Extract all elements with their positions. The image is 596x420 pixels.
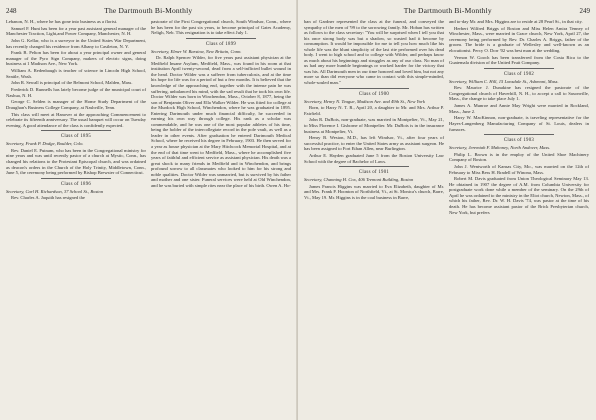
left-column-2 [151, 19, 291, 202]
class-heading: Class of 1902 [503, 71, 535, 77]
paragraph: James Francis Higgins was married to Eva Elizabeth, daughter of Mr. and Mrs. Frank P. Hoonton of Northfield, Vt., at St. Monica's church, Barre, Vt., May 19. Mr. Higgins is in the coal business in Barre, [304, 183, 444, 200]
paragraph: Lebanon, N. H., where he has gone into business as a florist. [6, 19, 118, 24]
page-number: 248 [6, 7, 17, 15]
divider [339, 166, 409, 167]
class-secretary: Secretary, Frank P. Dodge, Boulder, Colo. [6, 141, 84, 147]
paragraph: Rev. Charles A. Jaquith has resigned the [11, 195, 85, 201]
paragraph: Born, to Harry N. T. R., April 20, a daughter to Mr. and Mrs. Arthur P. Fairfield. [304, 105, 444, 116]
divider [484, 68, 554, 69]
right-column-1 [304, 19, 444, 216]
left-page-columns [6, 19, 292, 202]
class-secretary: Secretary, Henry N. Teague, Madison Ave. and 49th St., New York [304, 98, 425, 104]
paragraph: Frederick D. Runnells has lately become judge of the municipal court of Nashua, N. H. [6, 87, 146, 98]
class-heading: Class of 1900 [358, 91, 390, 97]
paragraph: Henry B. Weston, M.D., has left Windsor, Vt., after four years of successful practice, to enter the United States army as assistant surgeon. He has been assigned to Fort Ethan Allen, near Burlington. [304, 135, 444, 152]
class-heading: Class of 1895 [60, 134, 92, 140]
class-heading: Class of 1903 [503, 138, 535, 144]
running-head: The Dartmouth Bi-Monthly [104, 6, 193, 15]
paragraph: John G. Kellar, who is a surveyor in the United States War Department, has recently changed his residence from Albany to Castleton, N. Y. [6, 38, 146, 49]
paragraph: Frank B. Pelton has been for about a year principal owner and general manager of the Pyro Sign Company, makers of electric signs, doing business at 1 Madison Ave., New York. [6, 50, 146, 67]
paragraph: Rev. Daniel E. Putnam, who has been in the Congregational ministry for nine years and was until recently pastor of a church at Mystic, Conn., has changed his relations to the Protestant Episcopal church, and was ordained as deacon's orders in the Church of the Holy Trinity, Middletown, Conn., June 5, the ceremony being performed by Bishop Brewster of Connecticut. [6, 147, 146, 176]
paragraph: James A. Munroe and Annie May Wright were married in Rockland, Mass., June 2. [449, 103, 589, 114]
right-page [298, 0, 596, 420]
class-heading: Class of 1899 [205, 41, 237, 47]
divider [339, 88, 409, 89]
paragraph: and to-day Mr. and Mrs. Higgins are to reside at 28 Pearl St., in that city. [449, 19, 583, 24]
paragraph: Herbert Wilfred Briggs of Boston and Miss Helen Amira Tenney of Winchester, Mass., were married in Grace church, New York, April 27, the ceremony being performed by Rev. Dr. Charles A. Briggs, father of the groom. The bride is a graduate of Wellesley and well-known as an elocutionist. Percy O. Dorr '02 was best man at the wedding. [449, 25, 589, 53]
paragraph: Philip L. Brown is in the employ of the United Shoe Machinery Company of Boston. [449, 151, 589, 163]
paragraph: Dr. Ralph Spencer Wilder, for five years past assistant physician at the Medfield Insane Asylum, Medfield, Mass., was found in his room at that institution April twenty-second, dead from a self-inflicted bullet wound in the head. Doctor Wilder was a sufferer from tuberculosis, and at the time his hope for life was for a period of but a few months. It is believed that the knowledge of the approaching end, together with the intense pain he was suffering, unbalanced his mind, with the sad result that he took his own life. Doctor Wilder was born in Winchendon, Mass., October 8, 1877, being the son of Benjamin Oliver and Ella Walker Wilder. He was fitted for college at the Murdock High School, Winchendon, where he was graduated in 1895. Entering Dartmouth under much financial difficulty, he succeeded in earning his own way through college. His rank as a scholar was commendable, and he was one of the most popular athletes of his time, being the holder of the intercollegiate record in the pole vault, as well as a leader in other events. After graduation he entered Dartmouth Medical School, where he received his degree in February, 1903. He then served for a year as house physician at the Mary Hitchcock Memorial Hospital, and at the end of that time went to Medfield, Mass., where he accomplished five years of faithful and efficient service as assistant physician. His death was a great shock to many friends in Medfield and in Winchendon, and brings profound sorrow to all classmates who looked to him for his strong and noble qualities. Doctor Wilder was unmarried, but is survived by his father and mother and one sister. Funeral services were held at Old Winchendon, and he was buried with simple rites near the place of his birth. Owen A. Ho- [151, 55, 291, 188]
paragraph: Samuel F. Hunt has been for a year past assistant general manager of the Manchester Traction, Light,and Power Company, Manchester, N. H. [6, 25, 146, 37]
paragraph: This class will meet at Hanover at the approaching Commencement to celebrate its fifteenth anniversary. The usual banquet will occur on Tuesday evening. A good attendance of the class is confidently expected. [6, 111, 146, 128]
paragraph: John J. Wentworth of Kansas City, Mo., was married on the 12th of February to Miss Bess H. Bradell of Winona, Mass. [449, 163, 589, 175]
class-secretary: Secretary, William C. Hill, 15 Lonsdale St., Ashmont, Mass. [449, 78, 559, 84]
divider [484, 134, 554, 135]
left-page-header [6, 6, 292, 16]
paragraph: Arthur E. Hayden graduated June 5 from the Boston University Law School with the degree of Bachelor of Laws. [304, 153, 444, 164]
paragraph: pastorate of the First Congregational church, South Windsor, Conn., where he has been for the past six years, to become principal of Gates Academy, Neligh, Neb. This resignation is to take effect July 1. [151, 19, 291, 36]
right-page-columns [304, 19, 590, 216]
class-secretary: Secretary, Channing H. Cox, 406 Tremont Building, Boston [304, 177, 414, 183]
class-heading: Class of 1901 [358, 170, 390, 176]
paragraph: Rev. Maurice J. Dunakine has resigned the pastorate of the Congregational church of Haverhill, N. H., to accept a call to Saxonville, Mass., the change to take place July 1. [449, 85, 589, 102]
class-secretary: Secretary, Carl H. Richardson, 37 School St., Boston [6, 188, 104, 194]
left-column-1 [6, 19, 146, 202]
paragraph: Robert M. Davis graduated from Union Theological Seminary May 13. He obtained in 1907 the degree of A.M. from Columbia University for postgraduate work done while a member of the seminary. On the 29th of April he was ordained to the ministry in the Eliot church, Newton, Mass., of which his father, Rev. Dr. W. H. Davis '74, was pastor at the time of his death. He has become assistant pastor of the Brick Presbyterian church, New York, but prefers [449, 176, 589, 215]
divider [41, 130, 111, 131]
divider [41, 178, 111, 179]
class-heading: Class of 1896 [60, 181, 92, 187]
paragraph: Harry W. MacKinnon, non-graduate, is traveling representative for the Hayes-Langenberg Manufacturing Company of St. Louis, dealers in furnaces. [449, 115, 589, 132]
running-head: The Dartmouth Bi-Monthly [403, 6, 492, 15]
divider [186, 38, 256, 39]
right-page-header [304, 6, 590, 16]
class-secretary: Secretary, Elmer W. Barstow, New Britain, Conn. [151, 48, 242, 54]
paragraph: John R. Sewall is principal of the Belmont School, Malden, Mass. [11, 80, 133, 86]
paragraph: John R. DuBois, non-graduate, was married in Montpelier, Vt., May 21, to Miss Florence I. Gisborne of Montpelier. Mr. DuBois is in the insurance business at Montpelier, Vt. [304, 117, 444, 134]
right-column-2 [449, 19, 589, 216]
paragraph: ban of Gardner represented the class at the funeral, and conveyed the sympathy of the men of '99 to the sorrowing family. Mr. Hoban has written as follows to the class secretary: "You will be surprised when I tell you that his once strong body was but a shadow, so wasted had it become by consumption. It would be impossible for me to tell you how much like his whole life was the blunt simplicity of the last rite performed over his dead body. I went to high school and to college with Wilder, and perhaps know as much about his beginnings and struggles as any of our class. No man of us had any more humble beginnings or worked harder for the victory that was his. All Dartmouth men in our time honored and loved him, but not any more so than did everyone who came in contact with this simple-minded, whole-souled man." [304, 19, 444, 86]
paragraph: George C. Selden is manager of the Home Study Department of the Draughan's Business College Company, at Nashville, Tenn. [6, 99, 146, 110]
class-secretary: Secretary, Jeremiah F. Mahoney, North Andover, Mass. [449, 145, 551, 151]
page-number: 249 [579, 7, 590, 15]
paragraph: William A. Redenbaugh is teacher of science in Lincoln High School, Seattle, Wash. [6, 68, 146, 79]
paragraph: Vernon W. Gooch has been transferred from the Costa Rica to the Guatemala division of the United Fruit Company. [449, 54, 589, 66]
